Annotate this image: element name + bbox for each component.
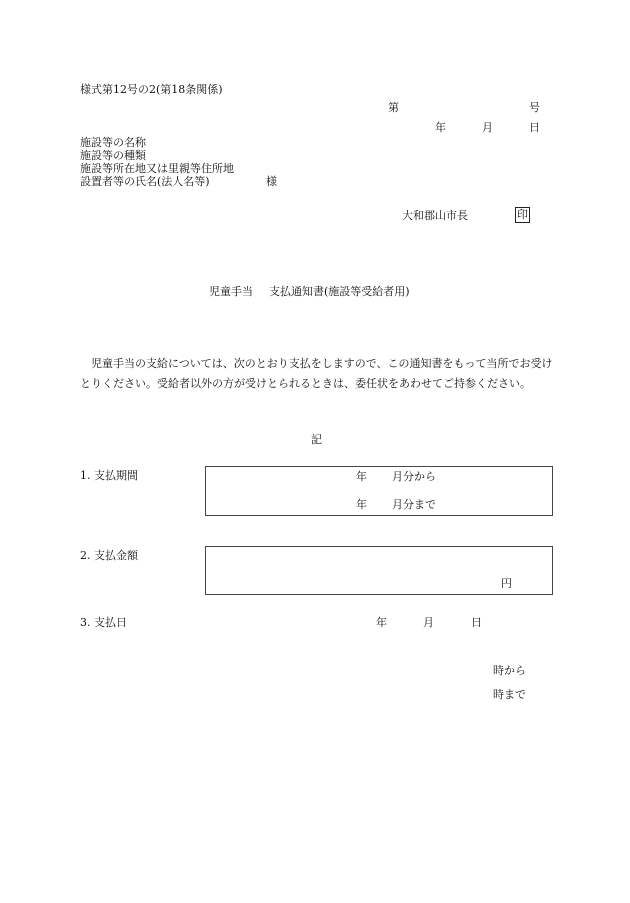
amount-unit-yen: 円 xyxy=(501,577,512,590)
payment-date-month: 月 xyxy=(423,616,434,629)
body-paragraph: 児童手当の支給については、次のとおり支払をしますので、この通知書をもって当所でお受けとりください。受給者以外の方が受けとられるときは、委任状をあわせてご持参ください。 xyxy=(80,357,553,390)
honorific: 様 xyxy=(266,175,277,188)
period-to-year: 年 xyxy=(356,498,367,511)
facility-address-label: 施設等所在地又は里親等住所地 xyxy=(80,162,234,175)
payment-time-to: 時まで xyxy=(493,688,526,701)
facility-name-label: 施設等の名称 xyxy=(80,136,146,149)
payment-date-label: 3. 支払日 xyxy=(80,616,127,629)
ki-heading: 記 xyxy=(311,433,322,446)
document-title-part1: 児童手当 xyxy=(209,285,253,298)
payment-amount-label: 2. 支払金額 xyxy=(80,549,138,562)
payment-period-label: 1. 支払期間 xyxy=(80,469,138,482)
period-to-month: 月分まで xyxy=(392,498,436,511)
official-seal: 印 xyxy=(517,208,528,221)
period-from-month: 月分から xyxy=(392,470,436,483)
period-from-year: 年 xyxy=(356,470,367,483)
document-number-suffix: 号 xyxy=(529,101,540,114)
date-day-label: 日 xyxy=(529,121,540,134)
document-title-part2: 支払通知書(施設等受給者用) xyxy=(269,285,410,298)
form-number: 様式第12号の2(第18条関係) xyxy=(80,83,223,96)
payment-date-day: 日 xyxy=(471,616,482,629)
payment-date-year: 年 xyxy=(376,616,387,629)
payment-amount-box xyxy=(205,546,553,595)
payment-time-from: 時から xyxy=(493,664,526,677)
facility-type-label: 施設等の種類 xyxy=(80,149,146,162)
document-number-prefix: 第 xyxy=(388,101,399,114)
date-month-label: 月 xyxy=(482,121,493,134)
founder-name-label: 設置者等の氏名(法人名等) xyxy=(80,175,210,188)
payment-period-box xyxy=(205,466,553,516)
date-year-label: 年 xyxy=(435,121,446,134)
issuer-title: 大和郡山市長 xyxy=(402,209,468,222)
